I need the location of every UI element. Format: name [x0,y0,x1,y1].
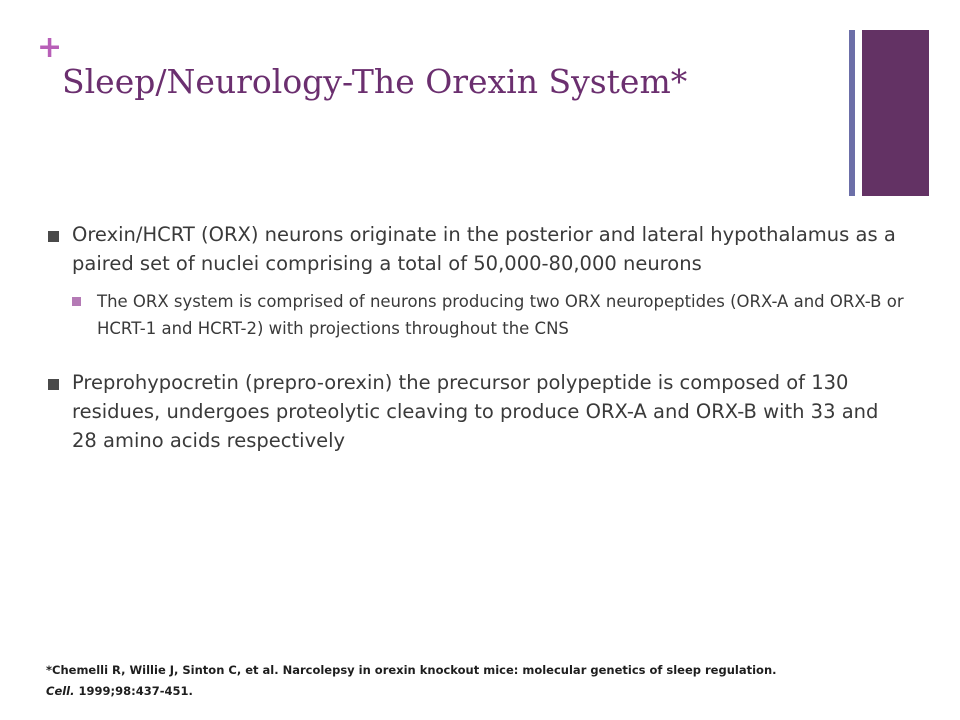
journal-name: Cell. [46,684,75,698]
citation-details: 1999;98:437-451. [78,684,193,698]
slide-title: Sleep/Neurology-The Orexin System* [62,62,688,101]
bullet-text: Preprohypocretin (prepro-orexin) the precursor polypeptide is composed of 130 residues, undergoes proteolytic cleaving to produce ORX-A and ORX-B with 33 and 28 amino acids respectively [72,371,879,452]
bullet-item [48,220,908,342]
sub-bullet-item [72,288,908,342]
bullet-item [48,368,908,455]
sub-bullet-text: The ORX system is comprised of neurons producing two ORX neuropeptides (ORX-A and ORX-B or HCRT-1 and HCRT-2) with projections throughout the CNS [97,292,904,338]
accent-bar-thin [849,30,855,196]
square-bullet-icon [48,379,59,390]
accent-bar-thick [862,30,929,196]
plus-mark-icon: + [37,30,63,65]
bullet-text: Orexin/HCRT (ORX) neurons originate in the posterior and lateral hypothalamus as a paired set of nuclei comprising a total of 50,000-80,000 neurons [72,223,896,275]
footnote-citation [46,660,926,702]
sub-bullet-list [72,288,908,342]
square-bullet-icon [48,231,59,242]
square-sub-bullet-icon [72,297,81,306]
bullet-list [48,220,908,455]
citation-text: *Chemelli R, Willie J, Sinton C, et al. Narcolepsy in orexin knockout mice: molecular genetics of sleep regulation. [46,663,777,677]
